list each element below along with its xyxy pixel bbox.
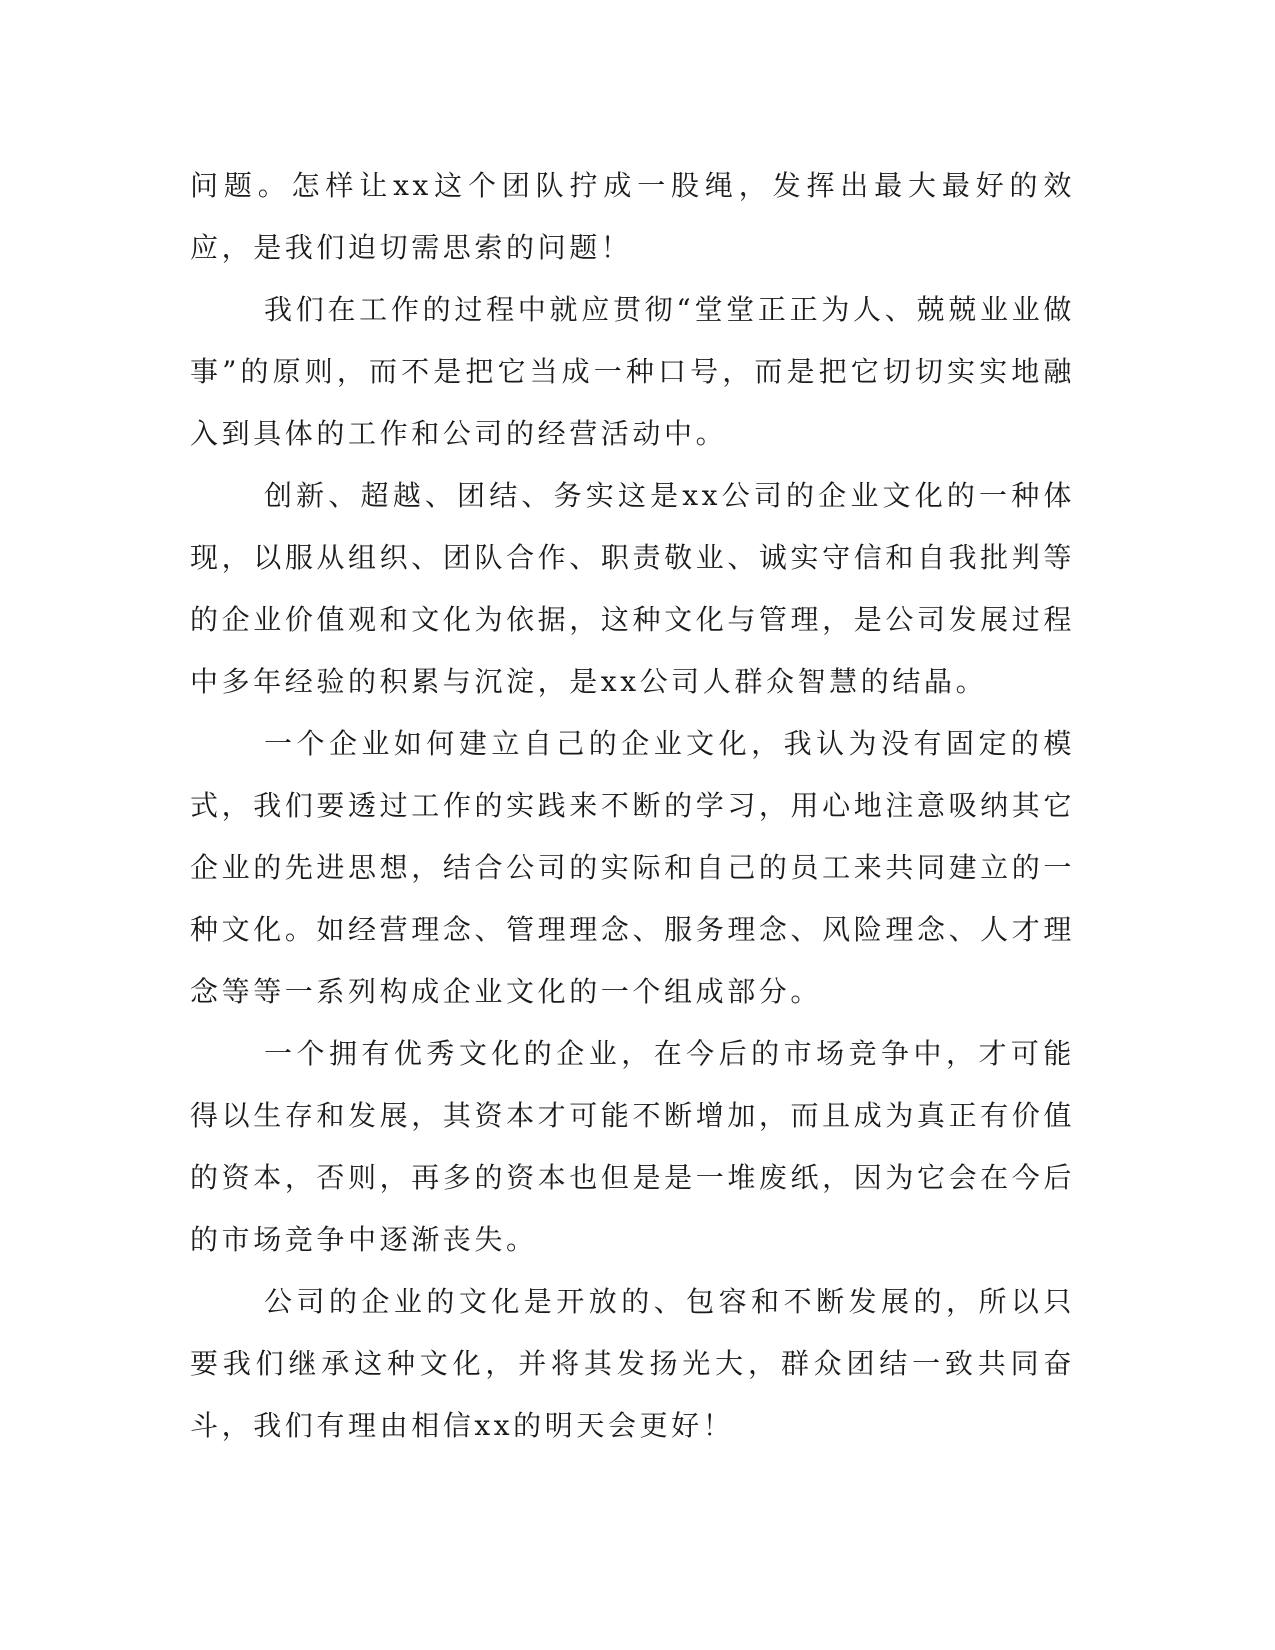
paragraph-1: 问题。怎样让xx这个团队拧成一股绳，发挥出最大最好的效应，是我们迫切需思索的问题！ [190,169,1075,264]
paragraph-4: 一个企业如何建立自己的企业文化，我认为没有固定的模式，我们要透过工作的实践来不断的学习，用心地注意吸纳其它企业的先进思想，结合公司的实际和自己的员工来共同建立的一种文化。如经营理念、管理理念、服务理念、风险理念、人才理念等等一系列构成企业文化的一个组成部分。 [190,727,1075,1008]
paragraph-2: 我们在工作的过程中就应贯彻“堂堂正正为人、兢兢业业做事”的原则，而不是把它当成一种口号，而是把它切切实实地融入到具体的工作和公司的经营活动中。 [190,293,1075,450]
paragraph-5: 一个拥有优秀文化的企业，在今后的市场竞争中，才可能得以生存和发展，其资本才可能不断增加，而且成为真正有价值的资本，否则，再多的资本也但是是一堆废纸，因为它会在今后的市场竞争中逐渐丧失。 [190,1037,1075,1256]
body-text [190,155,1075,1457]
paragraph-3: 创新、超越、团结、务实这是xx公司的企业文化的一种体现，以服从组织、团队合作、职责敬业、诚实守信和自我批判等的企业价值观和文化为依据，这种文化与管理，是公司发展过程中多年经验的积累与沉淀，是xx公司人群众智慧的结晶。 [190,479,1075,698]
paragraph-6: 公司的企业的文化是开放的、包容和不断发展的，所以只要我们继承这种文化，并将其发扬光大，群众团结一致共同奋斗，我们有理由相信xx的明天会更好！ [190,1285,1075,1442]
